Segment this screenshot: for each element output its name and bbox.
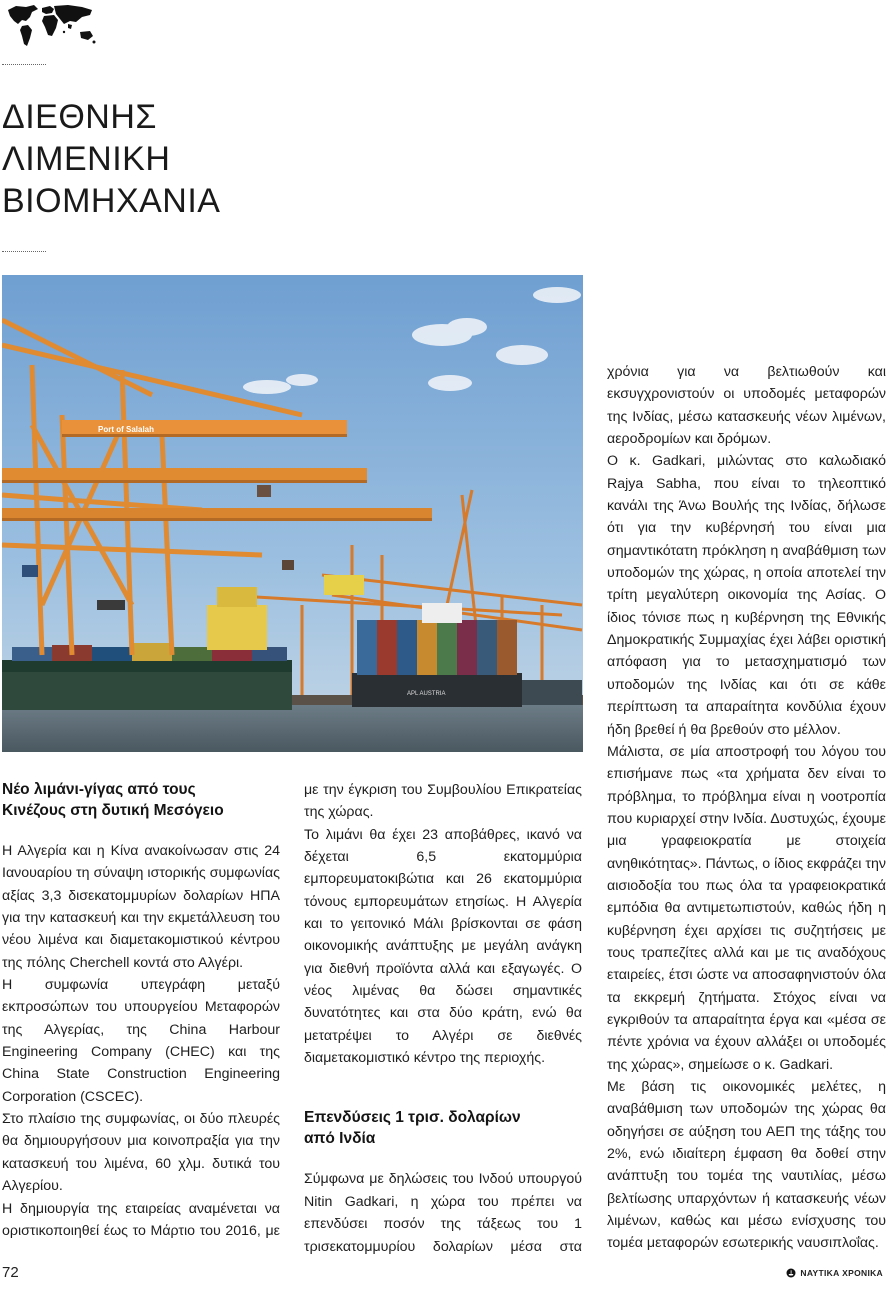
article-heading-algeria	[2, 779, 280, 821]
paragraph: Με βάση τις οικονομικές μελέτες, η αναβάθμιση των υποδομών της χώρας θα οδηγήσει σε αύξηση του ΑΕΠ της τάξης του 2%, ενώ ιδιαίτερη έμφαση θα δοθεί στην ανάπτυξη του τομέα της ναυτιλίας, μέσω βελτίωσης υπαρχόντων ή κατασκευής νέων λιμένων, καθώς και μέσω ενίσχυσης του τομέα μεταφορών εσωτερικής ναυσιπλοΐας.	[607, 1079, 886, 1252]
footer-brand	[786, 1268, 883, 1278]
brand-name: ΝΑΥΤΙΚΑ ΧΡΟΝΙΚΑ	[800, 1268, 883, 1278]
article-column-1	[2, 779, 280, 1243]
paragraph: Το λιμάνι θα έχει 23 αποβάθρες, ικανό να δέχεται 6,5 εκατομμύρια εμπορευματοκιβώτια και 26 εκατομμύρια τόνους εμπορευμάτων ετησίως. Η Αλγερία και το γειτονικό Μάλι βρίσκονται σε φάση οικονομικής ανάπτυξης με μεγάλη ανάγκη για διεθνή προϊόντα αλλά και εξαγωγές. Ο νέος λιμένας θα δώσει σημαντικές δυνατότητες και στα δύο κράτη, ενώ θα μετατρέψει το Αλγέρι σε διεθνές διαμετακομιστικό κέντρο της περιοχής.	[304, 826, 582, 1067]
section-title	[2, 96, 402, 222]
paragraph-continued: με την έγκριση του Συμβουλίου Επικρατείας της χώρας.	[304, 782, 582, 821]
paragraph: Η συμφωνία υπεγράφη μεταξύ εκπροσώπων του υπουργείου Μεταφορών της Αλγερίας, της China Harbour Engineering Company (CHEC) και της China State Construction Engineering Corporation (CSCEC).	[2, 977, 280, 1105]
page-number: 72	[2, 1264, 19, 1281]
paragraph: Σύμφωνα με δηλώσεις του Ινδού υπουργού Nitin Gadkari, η χώρα του πρέπει να επενδύσει ποσόν της τάξεως του 1 τρισεκατομμυρίου δολαρίων μέσα στα	[304, 1171, 582, 1255]
paragraph: Η Αλγερία και η Κίνα ανακοίνωσαν στις 24 Ιανουαρίου τη σύναψη ιστορικής συμφωνίας αξίας 3,3 δισεκατομμυρίων δολαρίων ΗΠΑ για την κατασκευή και την εκμετάλλευση του νέου λιμένα και διαμετακομιστικού κέντρου της πόλης Cherchell κοντά στο Αλγέρι.	[2, 843, 280, 971]
section-title-line: ΛΙΜΕΝΙΚΗ	[2, 140, 171, 178]
paragraph: Ο κ. Gadkari, μιλώντας στο καλωδιακό Rajya Sabha, που είναι το τηλεοπτικό κανάλι της Άνω Βουλής της Ινδίας, δήλωσε ότι για την κυβέρνησή του είναι μια σημαντικότατη πρόκληση η αναβάθμιση των υποδομών της χώρας, η οποία αποτελεί την τρίτη μεγαλύτερη οικονομία της Ασίας. Ο ίδιος τόνισε πως η κυβέρνηση της Εθνικής Δημοκρατικής Συμμαχίας έχει λάβει οριστική απόφαση για το μετασχηματισμό των υποδομών της Ινδίας και ότι σε κάθε περίπτωση τα απαραίτητα κονδύλια έχουν ήδη βρεθεί ή θα βρεθούν στο μέλλον.	[607, 453, 886, 738]
paragraph-continued: χρόνια για να βελτιωθούν και εκσυγχρονιστούν οι υποδομές μεταφορών της Ινδίας, μέσω κατασκευής νέων λιμένων, αεροδρομίων και δρόμων.	[607, 364, 886, 448]
article-column-2	[304, 779, 582, 1258]
heading-line: από Ινδία	[304, 1130, 376, 1148]
paragraph: Μάλιστα, σε μία αποστροφή του λόγου του επισήμανε πως «τα χρήματα δεν είναι το πρόβλημα, το πρόβλημα είναι η νοοτροπία που κυριαρχεί στην Ινδία. Δυστυχώς, έχουμε μια γραφειοκρατία με στοιχεία ανηθικότητας». Πάντως, ο ίδιος εκφράζει την αισιοδοξία του πως όλα τα γραφειοκρατικά εμπόδια θα αντιμετωπιστούν, καθώς ήδη η κυβέρνηση έχει αρχίσει τις συζητήσεις με τους τραπεζίτες αλλά και με τις αναδόχους εταιρείες, έτσι ώστε να αποσαφηνιστούν όλα τα εκκρεμή ζητήματα. Στόχος είναι να εγκριθούν τα απαραίτητα έργα και «μέσα σε πέντε χρόνια να έχουν αλλάξει οι υποδομές της χώρας», σημείωσε ο κ. Gadkari.	[607, 743, 886, 1073]
article-heading-india	[304, 1107, 582, 1149]
crane-sign-label: Port of Salalah	[98, 425, 155, 434]
heading-line: Κινέζους στη δυτική Μεσόγειο	[2, 802, 224, 819]
heading-line: Νέο λιμάνι-γίγας από τους	[2, 781, 196, 798]
dotted-divider-top	[2, 64, 46, 65]
ship-name-label: APL AUSTRIA	[407, 691, 446, 697]
dotted-divider-bottom	[2, 251, 46, 252]
paragraph: Η δημιουργία της εταιρείας αναμένεται να οριστικοποιηθεί έως το Μάρτιο του 2016, με	[2, 1200, 280, 1239]
paragraph: Στο πλαίσιο της συμφωνίας, οι δύο πλευρές θα δημιουργήσουν μια κοινοπραξία για την κατασκευή του λιμένα, 60 χλμ. δυτικά του Αλγερίου.	[2, 1111, 280, 1195]
section-title-line: ΔΙΕΘΝΗΣ	[2, 98, 157, 136]
hero-photo-port-cranes	[2, 275, 583, 752]
article-column-3	[607, 361, 886, 1255]
brand-logo-icon	[786, 1268, 796, 1278]
world-map-icon	[2, 2, 98, 48]
section-title-line: ΒΙΟΜΗΧΑΝΙΑ	[2, 182, 221, 220]
heading-line: Επενδύσεις 1 τρισ. δολαρίων	[304, 1109, 521, 1127]
